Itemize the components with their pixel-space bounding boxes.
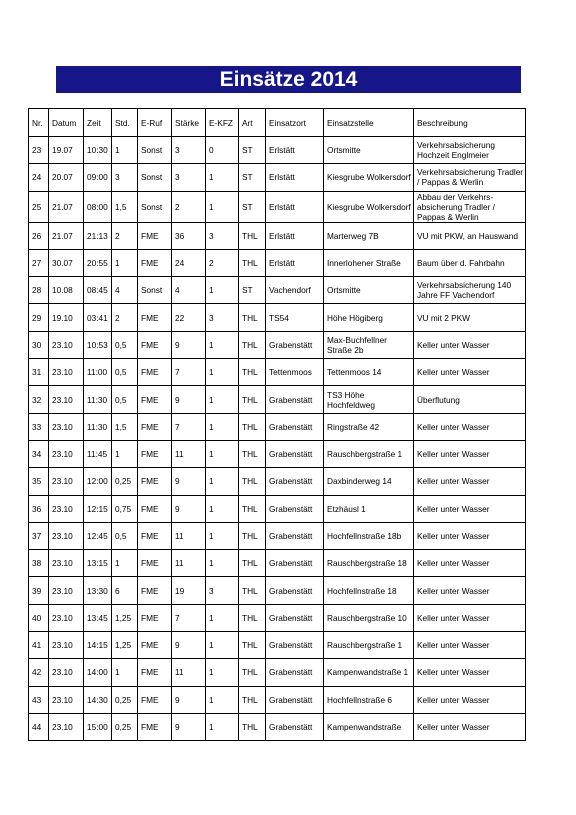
table-row xyxy=(29,495,526,522)
table-row xyxy=(29,386,526,413)
column-header: Einsatzstelle xyxy=(324,109,414,137)
cell-zeit: 20:55 xyxy=(84,249,112,276)
cell-einsatzort: Erlstätt xyxy=(266,137,324,164)
cell-einsatzstelle: Höhe Högiberg xyxy=(324,304,414,331)
table-row xyxy=(29,222,526,249)
cell-staerke: 2 xyxy=(172,191,206,222)
cell-art: THL xyxy=(239,440,266,467)
cell-ekfz: 1 xyxy=(206,686,239,713)
cell-std: 2 xyxy=(112,222,138,249)
cell-beschreibung: Keller unter Wasser xyxy=(414,495,526,522)
table-row xyxy=(29,440,526,467)
cell-staerke: 7 xyxy=(172,413,206,440)
cell-zeit: 08:45 xyxy=(84,277,112,304)
cell-einsatzort: Erlstätt xyxy=(266,191,324,222)
cell-einsatzort: Grabenstätt xyxy=(266,331,324,358)
table-row xyxy=(29,632,526,659)
column-header: Zeit xyxy=(84,109,112,137)
cell-std: 0,5 xyxy=(112,331,138,358)
cell-art: THL xyxy=(239,468,266,495)
cell-std: 2 xyxy=(112,304,138,331)
cell-nr: 33 xyxy=(29,413,49,440)
cell-eruf: Sonst xyxy=(138,277,172,304)
cell-einsatzort: Vachendorf xyxy=(266,277,324,304)
cell-staerke: 9 xyxy=(172,468,206,495)
table-row xyxy=(29,577,526,604)
cell-staerke: 9 xyxy=(172,495,206,522)
cell-eruf: FME xyxy=(138,495,172,522)
cell-zeit: 08:00 xyxy=(84,191,112,222)
cell-beschreibung: Keller unter Wasser xyxy=(414,659,526,686)
cell-ekfz: 1 xyxy=(206,277,239,304)
cell-einsatzstelle: TS3 Höhe Hochfeldweg xyxy=(324,386,414,413)
cell-std: 0,25 xyxy=(112,686,138,713)
cell-einsatzort: Grabenstätt xyxy=(266,468,324,495)
cell-zeit: 10:30 xyxy=(84,137,112,164)
cell-einsatzstelle: Hochfellnstraße 18 xyxy=(324,577,414,604)
table-row xyxy=(29,249,526,276)
cell-eruf: FME xyxy=(138,577,172,604)
cell-ekfz: 1 xyxy=(206,659,239,686)
cell-staerke: 4 xyxy=(172,277,206,304)
column-header: Einsatzort xyxy=(266,109,324,137)
cell-ekfz: 1 xyxy=(206,440,239,467)
cell-ekfz: 1 xyxy=(206,632,239,659)
cell-eruf: FME xyxy=(138,222,172,249)
cell-art: ST xyxy=(239,164,266,191)
cell-datum: 23.10 xyxy=(49,359,84,386)
cell-beschreibung: Verkehrsabsicherung Hochzeit Englmeier xyxy=(414,137,526,164)
table-header-row xyxy=(29,109,526,137)
cell-einsatzstelle: Rauschbergstraße 18 xyxy=(324,550,414,577)
cell-einsatzstelle: Tettenmoos 14 xyxy=(324,359,414,386)
table-row xyxy=(29,331,526,358)
cell-einsatzort: Erlstätt xyxy=(266,222,324,249)
cell-ekfz: 1 xyxy=(206,468,239,495)
table-row xyxy=(29,164,526,191)
cell-datum: 23.10 xyxy=(49,659,84,686)
cell-std: 0,75 xyxy=(112,495,138,522)
cell-art: THL xyxy=(239,713,266,740)
cell-beschreibung: Keller unter Wasser xyxy=(414,440,526,467)
cell-beschreibung: Keller unter Wasser xyxy=(414,468,526,495)
cell-staerke: 3 xyxy=(172,137,206,164)
cell-einsatzstelle: Marterweg 7B xyxy=(324,222,414,249)
cell-einsatzstelle: Kiesgrube Wolkersdorf xyxy=(324,191,414,222)
cell-nr: 28 xyxy=(29,277,49,304)
cell-eruf: FME xyxy=(138,359,172,386)
cell-std: 0,5 xyxy=(112,522,138,549)
cell-datum: 23.10 xyxy=(49,713,84,740)
cell-art: THL xyxy=(239,577,266,604)
cell-art: THL xyxy=(239,604,266,631)
cell-datum: 23.10 xyxy=(49,495,84,522)
cell-nr: 31 xyxy=(29,359,49,386)
cell-nr: 35 xyxy=(29,468,49,495)
cell-einsatzort: Erlstätt xyxy=(266,164,324,191)
cell-zeit: 11:00 xyxy=(84,359,112,386)
cell-art: THL xyxy=(239,304,266,331)
cell-art: THL xyxy=(239,413,266,440)
cell-ekfz: 3 xyxy=(206,222,239,249)
cell-einsatzort: TS54 xyxy=(266,304,324,331)
cell-beschreibung: Keller unter Wasser xyxy=(414,550,526,577)
cell-eruf: FME xyxy=(138,522,172,549)
cell-datum: 10.08 xyxy=(49,277,84,304)
cell-ekfz: 1 xyxy=(206,604,239,631)
cell-beschreibung: VU mit 2 PKW xyxy=(414,304,526,331)
cell-nr: 36 xyxy=(29,495,49,522)
cell-zeit: 12:00 xyxy=(84,468,112,495)
cell-einsatzort: Grabenstätt xyxy=(266,413,324,440)
cell-einsatzort: Grabenstätt xyxy=(266,659,324,686)
cell-zeit: 14:15 xyxy=(84,632,112,659)
cell-zeit: 14:30 xyxy=(84,686,112,713)
cell-nr: 42 xyxy=(29,659,49,686)
cell-staerke: 36 xyxy=(172,222,206,249)
cell-einsatzstelle: Ortsmitte xyxy=(324,137,414,164)
column-header: Beschreibung xyxy=(414,109,526,137)
cell-eruf: FME xyxy=(138,304,172,331)
cell-staerke: 9 xyxy=(172,713,206,740)
table-row xyxy=(29,191,526,222)
cell-eruf: FME xyxy=(138,249,172,276)
cell-datum: 23.10 xyxy=(49,550,84,577)
cell-zeit: 21:13 xyxy=(84,222,112,249)
cell-staerke: 11 xyxy=(172,550,206,577)
cell-staerke: 7 xyxy=(172,604,206,631)
cell-art: THL xyxy=(239,331,266,358)
einsaetze-table xyxy=(28,108,526,741)
column-header: Datum xyxy=(49,109,84,137)
cell-std: 0,25 xyxy=(112,713,138,740)
cell-beschreibung: Keller unter Wasser xyxy=(414,331,526,358)
cell-beschreibung: Keller unter Wasser xyxy=(414,713,526,740)
cell-einsatzort: Grabenstätt xyxy=(266,522,324,549)
cell-std: 1 xyxy=(112,249,138,276)
cell-beschreibung: VU mit PKW, an Hauswand xyxy=(414,222,526,249)
table-row xyxy=(29,468,526,495)
cell-nr: 40 xyxy=(29,604,49,631)
cell-art: ST xyxy=(239,277,266,304)
cell-einsatzort: Grabenstätt xyxy=(266,577,324,604)
cell-eruf: FME xyxy=(138,632,172,659)
cell-zeit: 11:30 xyxy=(84,413,112,440)
cell-std: 0,25 xyxy=(112,468,138,495)
cell-ekfz: 1 xyxy=(206,713,239,740)
cell-einsatzstelle: Rauschbergstraße 1 xyxy=(324,632,414,659)
column-header: Stärke xyxy=(172,109,206,137)
cell-datum: 23.10 xyxy=(49,413,84,440)
cell-zeit: 10:53 xyxy=(84,331,112,358)
cell-einsatzstelle: Kampenwandstraße 1 xyxy=(324,659,414,686)
cell-beschreibung: Keller unter Wasser xyxy=(414,522,526,549)
cell-zeit: 13:30 xyxy=(84,577,112,604)
column-header: Nr. xyxy=(29,109,49,137)
column-header: Std. xyxy=(112,109,138,137)
cell-beschreibung: Keller unter Wasser xyxy=(414,686,526,713)
cell-eruf: FME xyxy=(138,468,172,495)
cell-std: 1,5 xyxy=(112,191,138,222)
cell-einsatzstelle: Rauschbergstraße 1 xyxy=(324,440,414,467)
cell-zeit: 03:41 xyxy=(84,304,112,331)
table-row xyxy=(29,413,526,440)
table-row xyxy=(29,522,526,549)
cell-datum: 23.10 xyxy=(49,577,84,604)
cell-std: 1,5 xyxy=(112,413,138,440)
cell-art: THL xyxy=(239,686,266,713)
cell-std: 1 xyxy=(112,440,138,467)
cell-einsatzstelle: Kiesgrube Wolkersdorf xyxy=(324,164,414,191)
cell-einsatzort: Grabenstätt xyxy=(266,495,324,522)
cell-datum: 21.07 xyxy=(49,222,84,249)
cell-nr: 38 xyxy=(29,550,49,577)
cell-staerke: 9 xyxy=(172,331,206,358)
cell-einsatzort: Grabenstätt xyxy=(266,604,324,631)
cell-staerke: 3 xyxy=(172,164,206,191)
cell-std: 4 xyxy=(112,277,138,304)
column-header: E-KFZ xyxy=(206,109,239,137)
cell-datum: 23.10 xyxy=(49,468,84,495)
cell-datum: 23.10 xyxy=(49,522,84,549)
cell-std: 1 xyxy=(112,137,138,164)
cell-ekfz: 1 xyxy=(206,413,239,440)
table-row xyxy=(29,713,526,740)
cell-einsatzstelle: Daxbinderweg 14 xyxy=(324,468,414,495)
cell-beschreibung: Keller unter Wasser xyxy=(414,413,526,440)
cell-ekfz: 1 xyxy=(206,331,239,358)
cell-eruf: FME xyxy=(138,659,172,686)
cell-datum: 23.10 xyxy=(49,632,84,659)
cell-ekfz: 1 xyxy=(206,386,239,413)
table-row xyxy=(29,359,526,386)
table-row xyxy=(29,686,526,713)
cell-ekfz: 0 xyxy=(206,137,239,164)
cell-std: 1 xyxy=(112,550,138,577)
cell-beschreibung: Keller unter Wasser xyxy=(414,632,526,659)
cell-eruf: FME xyxy=(138,440,172,467)
cell-datum: 19.10 xyxy=(49,304,84,331)
cell-zeit: 12:45 xyxy=(84,522,112,549)
cell-beschreibung: Verkehrsabsicherung 140 Jahre FF Vachendorf xyxy=(414,277,526,304)
cell-einsatzort: Grabenstätt xyxy=(266,386,324,413)
cell-zeit: 11:30 xyxy=(84,386,112,413)
table-row xyxy=(29,659,526,686)
cell-ekfz: 1 xyxy=(206,164,239,191)
cell-eruf: FME xyxy=(138,713,172,740)
cell-art: THL xyxy=(239,522,266,549)
page-title: Einsätze 2014 xyxy=(56,66,521,93)
cell-nr: 44 xyxy=(29,713,49,740)
cell-eruf: Sonst xyxy=(138,164,172,191)
cell-nr: 26 xyxy=(29,222,49,249)
cell-nr: 23 xyxy=(29,137,49,164)
cell-nr: 41 xyxy=(29,632,49,659)
table-row xyxy=(29,304,526,331)
cell-datum: 23.10 xyxy=(49,686,84,713)
cell-einsatzort: Grabenstätt xyxy=(266,632,324,659)
cell-einsatzstelle: Kampenwandstraße xyxy=(324,713,414,740)
cell-einsatzort: Grabenstätt xyxy=(266,440,324,467)
cell-ekfz: 1 xyxy=(206,522,239,549)
cell-einsatzort: Grabenstätt xyxy=(266,713,324,740)
cell-eruf: FME xyxy=(138,550,172,577)
cell-art: THL xyxy=(239,359,266,386)
cell-std: 1,25 xyxy=(112,632,138,659)
cell-einsatzstelle: Ringstraße 42 xyxy=(324,413,414,440)
cell-nr: 30 xyxy=(29,331,49,358)
cell-staerke: 11 xyxy=(172,659,206,686)
cell-staerke: 9 xyxy=(172,686,206,713)
cell-zeit: 11:45 xyxy=(84,440,112,467)
cell-einsatzort: Grabenstätt xyxy=(266,550,324,577)
table-body xyxy=(29,137,526,741)
cell-art: THL xyxy=(239,386,266,413)
cell-std: 0,5 xyxy=(112,359,138,386)
cell-art: ST xyxy=(239,137,266,164)
cell-art: THL xyxy=(239,249,266,276)
cell-beschreibung: Keller unter Wasser xyxy=(414,604,526,631)
cell-ekfz: 3 xyxy=(206,577,239,604)
cell-staerke: 7 xyxy=(172,359,206,386)
cell-datum: 19.07 xyxy=(49,137,84,164)
cell-einsatzstelle: Ortsmitte xyxy=(324,277,414,304)
cell-nr: 37 xyxy=(29,522,49,549)
cell-nr: 43 xyxy=(29,686,49,713)
cell-eruf: FME xyxy=(138,413,172,440)
cell-eruf: FME xyxy=(138,331,172,358)
cell-datum: 23.10 xyxy=(49,440,84,467)
cell-ekfz: 2 xyxy=(206,249,239,276)
table-row xyxy=(29,137,526,164)
cell-datum: 20.07 xyxy=(49,164,84,191)
cell-nr: 25 xyxy=(29,191,49,222)
cell-datum: 23.10 xyxy=(49,386,84,413)
cell-staerke: 19 xyxy=(172,577,206,604)
cell-nr: 39 xyxy=(29,577,49,604)
cell-eruf: FME xyxy=(138,604,172,631)
cell-datum: 23.10 xyxy=(49,331,84,358)
cell-art: THL xyxy=(239,550,266,577)
cell-einsatzort: Tettenmoos xyxy=(266,359,324,386)
cell-std: 0,5 xyxy=(112,386,138,413)
cell-einsatzstelle: Rauschbergstraße 10 xyxy=(324,604,414,631)
cell-einsatzort: Erlstätt xyxy=(266,249,324,276)
cell-ekfz: 1 xyxy=(206,191,239,222)
cell-datum: 21.07 xyxy=(49,191,84,222)
cell-zeit: 09:00 xyxy=(84,164,112,191)
cell-einsatzort: Grabenstätt xyxy=(266,686,324,713)
cell-nr: 24 xyxy=(29,164,49,191)
cell-einsatzstelle: Innerlohener Straße xyxy=(324,249,414,276)
cell-art: THL xyxy=(239,222,266,249)
column-header: E-Ruf xyxy=(138,109,172,137)
cell-staerke: 9 xyxy=(172,632,206,659)
cell-art: THL xyxy=(239,632,266,659)
table-row xyxy=(29,550,526,577)
cell-zeit: 13:15 xyxy=(84,550,112,577)
cell-beschreibung: Keller unter Wasser xyxy=(414,359,526,386)
cell-beschreibung: Überflutung xyxy=(414,386,526,413)
cell-art: THL xyxy=(239,659,266,686)
cell-ekfz: 1 xyxy=(206,495,239,522)
cell-ekfz: 3 xyxy=(206,304,239,331)
cell-staerke: 9 xyxy=(172,386,206,413)
cell-zeit: 12:15 xyxy=(84,495,112,522)
table-row xyxy=(29,604,526,631)
cell-staerke: 22 xyxy=(172,304,206,331)
cell-nr: 27 xyxy=(29,249,49,276)
cell-zeit: 13:45 xyxy=(84,604,112,631)
cell-nr: 29 xyxy=(29,304,49,331)
cell-einsatzstelle: Max-Buchfellner Straße 2b xyxy=(324,331,414,358)
cell-ekfz: 1 xyxy=(206,550,239,577)
cell-eruf: FME xyxy=(138,686,172,713)
cell-std: 3 xyxy=(112,164,138,191)
column-header: Art xyxy=(239,109,266,137)
cell-einsatzstelle: Hochfellnstraße 18b xyxy=(324,522,414,549)
cell-zeit: 14:00 xyxy=(84,659,112,686)
cell-datum: 23.10 xyxy=(49,604,84,631)
cell-beschreibung: Keller unter Wasser xyxy=(414,577,526,604)
cell-beschreibung: Verkehrsabsicherung Tradler / Pappas & Werlin xyxy=(414,164,526,191)
cell-std: 6 xyxy=(112,577,138,604)
cell-zeit: 15:00 xyxy=(84,713,112,740)
cell-staerke: 11 xyxy=(172,522,206,549)
cell-art: ST xyxy=(239,191,266,222)
cell-ekfz: 1 xyxy=(206,359,239,386)
cell-beschreibung: Baum über d. Fahrbahn xyxy=(414,249,526,276)
cell-datum: 30.07 xyxy=(49,249,84,276)
cell-eruf: FME xyxy=(138,386,172,413)
cell-std: 1 xyxy=(112,659,138,686)
cell-staerke: 11 xyxy=(172,440,206,467)
cell-einsatzstelle: Hochfellnstraße 6 xyxy=(324,686,414,713)
cell-nr: 34 xyxy=(29,440,49,467)
cell-einsatzstelle: Etzhäusl 1 xyxy=(324,495,414,522)
table-row xyxy=(29,277,526,304)
cell-staerke: 24 xyxy=(172,249,206,276)
cell-std: 1,25 xyxy=(112,604,138,631)
cell-nr: 32 xyxy=(29,386,49,413)
cell-beschreibung: Abbau der Verkehrs-absicherung Tradler / Pappas & Werlin xyxy=(414,191,526,222)
cell-eruf: Sonst xyxy=(138,191,172,222)
cell-art: THL xyxy=(239,495,266,522)
cell-eruf: Sonst xyxy=(138,137,172,164)
